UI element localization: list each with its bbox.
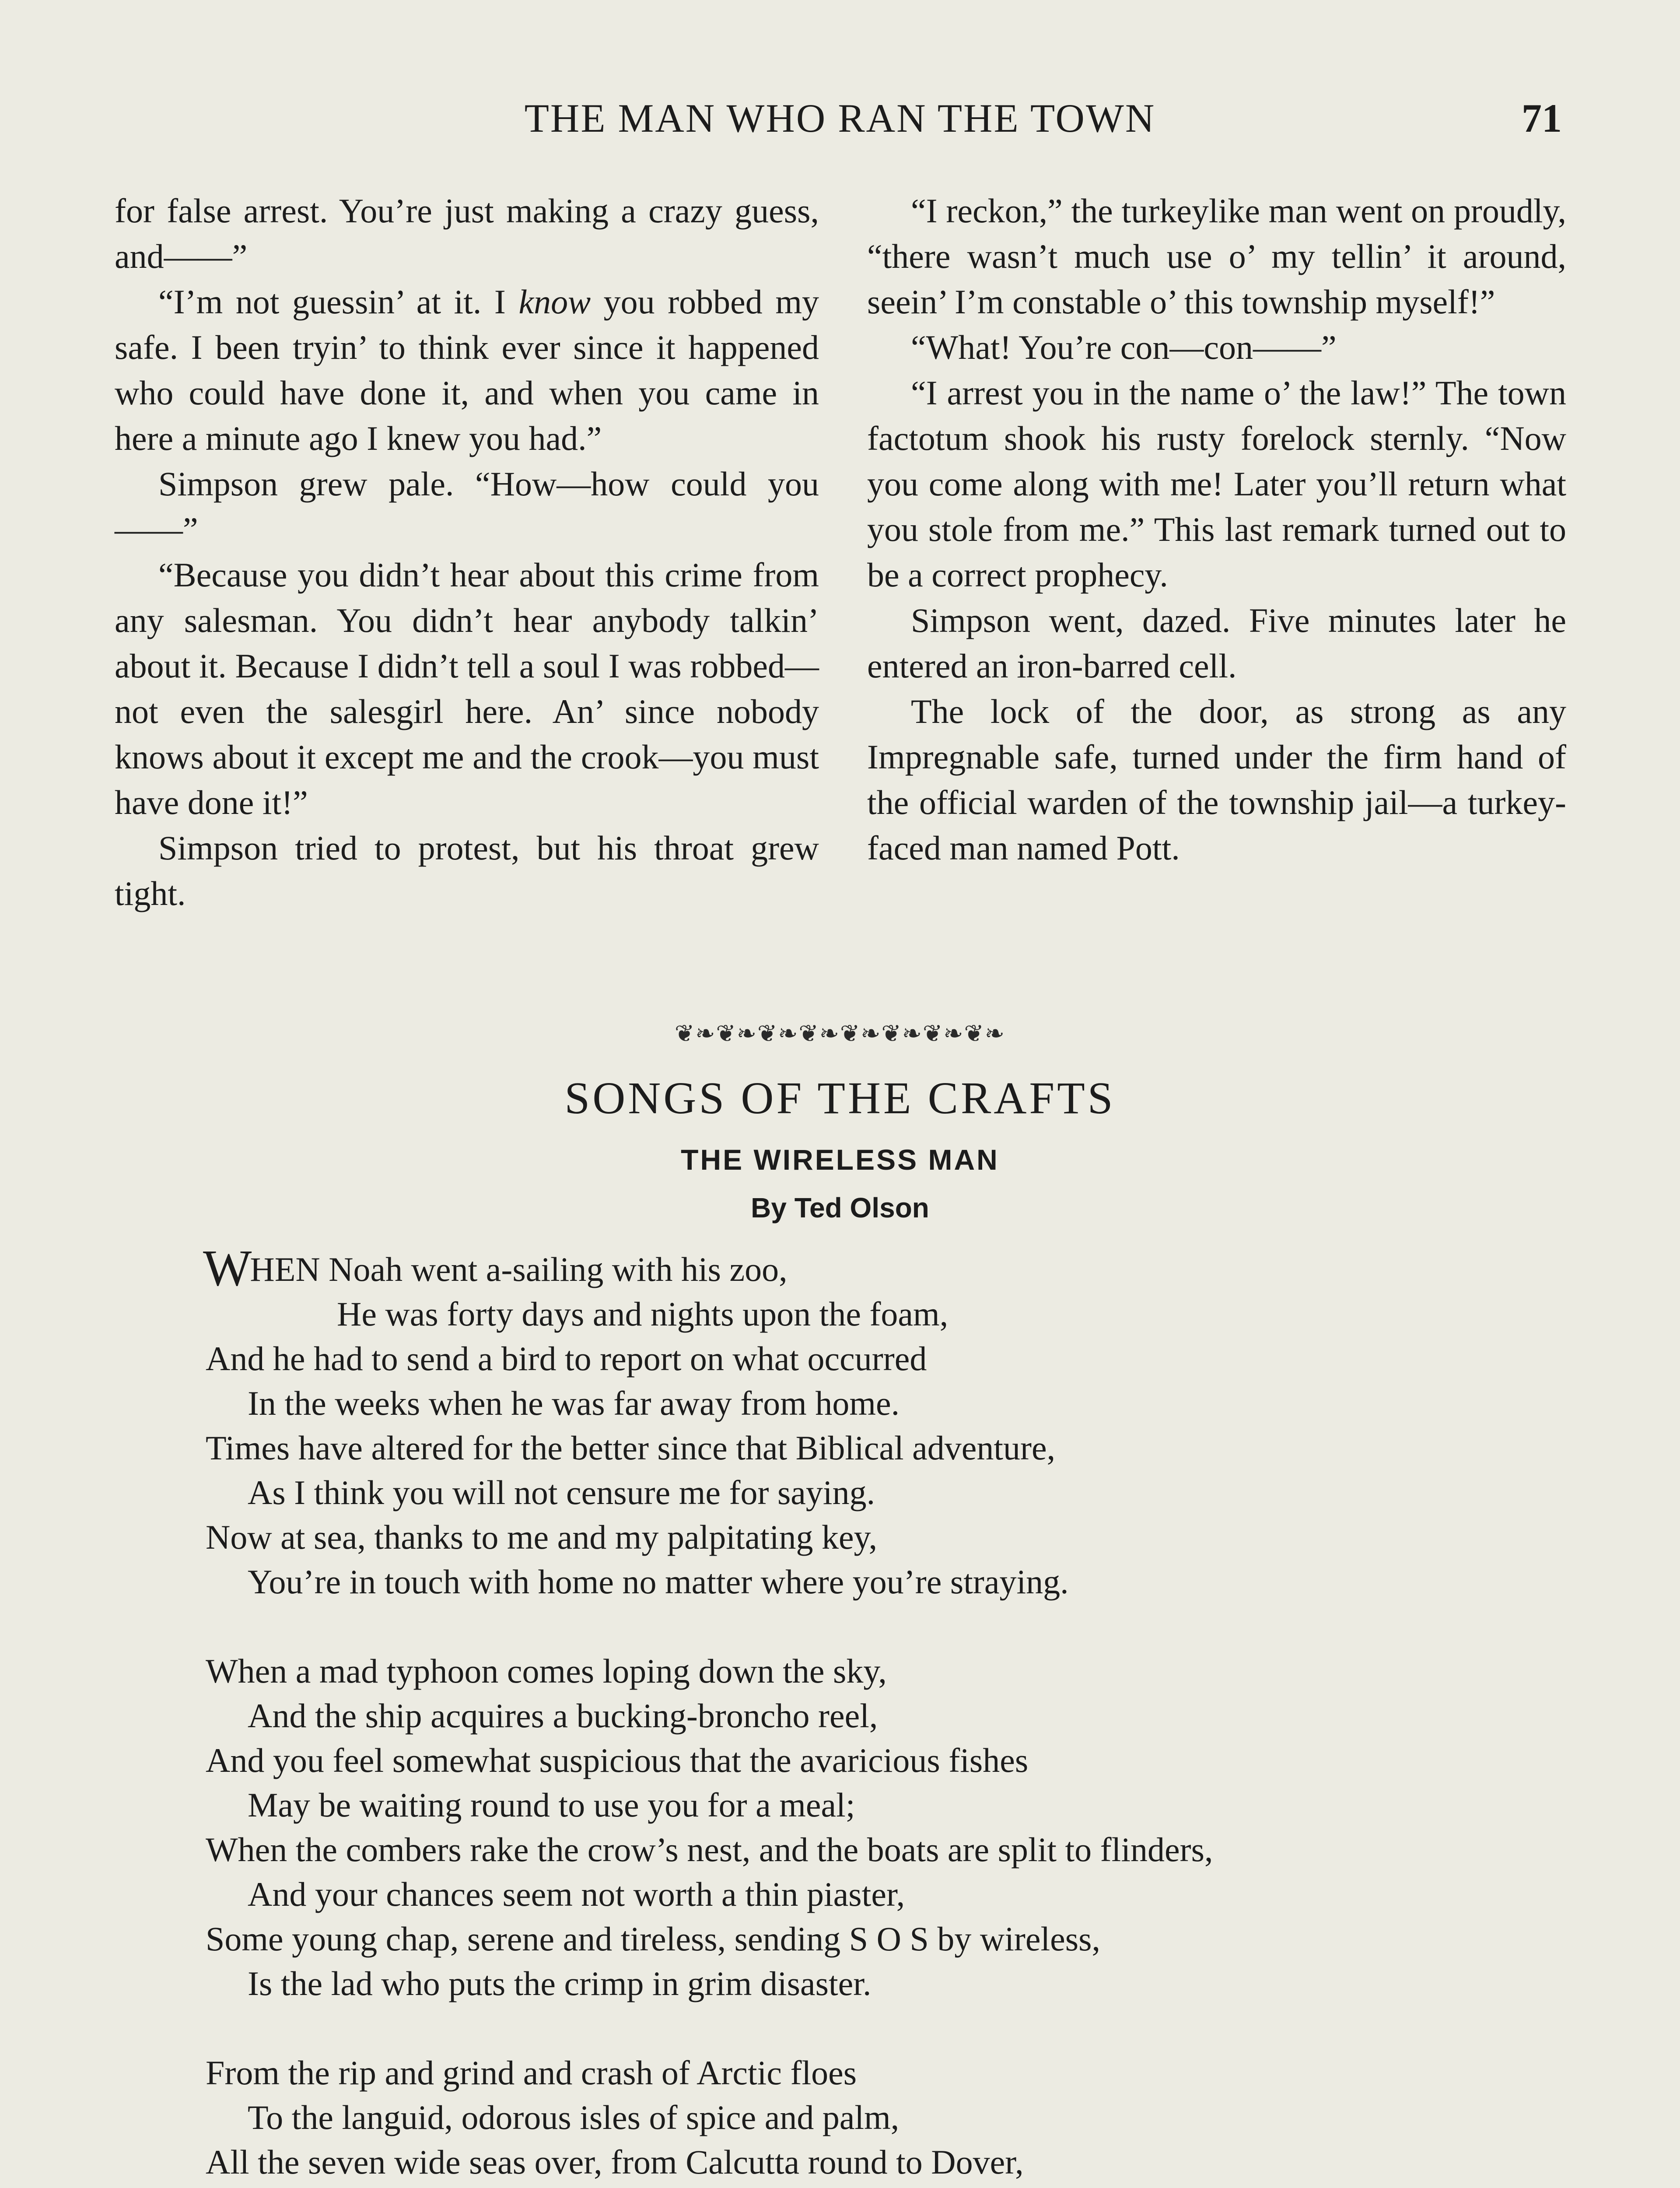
poem-line: As I think you will not censure me for saying. [248,1473,875,1511]
poem-stanza [206,2051,1606,2188]
poem-line: To the languid, odorous isles of spice and palm, [248,2098,900,2136]
article-subtitle: THE WIRELESS MAN [681,1143,999,1176]
story-paragraph: “I reckon,” the turkeylike man went on proudly, “there wasn’t much use o’ my tellin’ it around, seein’ I’m constable o’ this township myself!” [867,192,1566,321]
poem-line: May be waiting round to use you for a meal; [248,1786,855,1824]
poem-line: He was forty days and nights upon the foam, [337,1295,948,1333]
story-paragraph: The lock of the door, as strong as any Impregnable safe, turned under the firm hand of the official warden of the township jail—a turkey-faced man named Pott. [867,692,1566,867]
poem-stanza [206,1649,1606,2006]
poem-line: When a mad typhoon comes loping down the sky, [206,1652,887,1690]
poem-first-line-text: HEN Noah went a-sailing with his zoo, [250,1250,788,1288]
poem-stanza [203,1239,1606,1604]
article-title: SONGS OF THE CRAFTS [564,1073,1116,1123]
story-paragraph: “I arrest you in the name o’ the law!” The town factotum shook his rusty forelock sternly. “Now you come along with me! Later you’ll return what you stole from me.” This last remark turned out to be a correct prophecy. [867,374,1566,594]
poem-line: And the ship acquires a bucking-broncho reel, [248,1697,878,1735]
drop-cap: W [203,1239,250,1297]
story-left-column [115,188,819,916]
poem-line: And he had to send a bird to report on what occurred [206,1339,927,1378]
poem-line: From the rip and grind and crash of Arctic floes [206,2054,857,2092]
poem-line: And your chances seem not worth a thin piaster, [248,1875,905,1913]
story-paragraph: for false arrest. You’re just making a crazy guess, and——” [115,192,819,275]
story-columns [115,188,1566,1002]
poem-line [206,2184,1606,2188]
page-number: 71 [1522,96,1562,140]
poem-line: Is the lad who puts the crimp in grim disaster. [248,1964,872,2002]
poem-line: And you feel somewhat suspicious that the avaricious fishes [206,1741,1029,1779]
poem-line: Times have altered for the better since that Biblical adventure, [206,1429,1056,1467]
poem-line: In the weeks when he was far away from home. [248,1384,900,1422]
poem-line: All the seven wide seas over, from Calcutta round to Dover, [206,2143,1024,2181]
article-byline: By Ted Olson [751,1192,929,1224]
poem-line: Now at sea, thanks to me and my palpitating key, [206,1518,878,1556]
poem-line: When the combers rake the crow’s nest, and the boats are split to flinders, [206,1830,1213,1869]
story-paragraph: Simpson tried to protest, but his throat grew tight. [115,829,819,912]
poem-first-line [203,1239,1606,1297]
story-paragraph: “Because you didn’t hear about this crime from any salesman. You didn’t hear anybody talkin’ about it. Because I didn’t tell a soul I was robbed—not even the salesgirl here. An’ since nobody knows about it except me and the crook—you must have done it!” [115,556,819,821]
running-title: THE MAN WHO RAN THE TOWN [524,96,1156,140]
poem-line: Some young chap, serene and tireless, sending S O S by wireless, [206,1920,1100,1958]
story-right-column [867,188,1566,871]
section-ornament: ❦❧❦❧❦❧❦❧❦❧❦❧❦❧❦❧ [675,1020,1005,1047]
running-head [0,94,1680,142]
story-paragraph: “What! You’re con—con——” [911,328,1337,366]
story-paragraph: “I’m not guessin’ at it. I know you robbed my safe. I been tryin’ to think ever since it happened who could have done it, and when you came in here a minute ago I knew you had.” [115,283,819,457]
poem-line: You’re in touch with home no matter where you’re straying. [248,1563,1069,1601]
story-paragraph: Simpson grew pale. “How—how could you——” [115,465,819,548]
story-paragraph: Simpson went, dazed. Five minutes later he entered an iron-barred cell. [867,601,1566,685]
poem [203,1239,1606,2188]
